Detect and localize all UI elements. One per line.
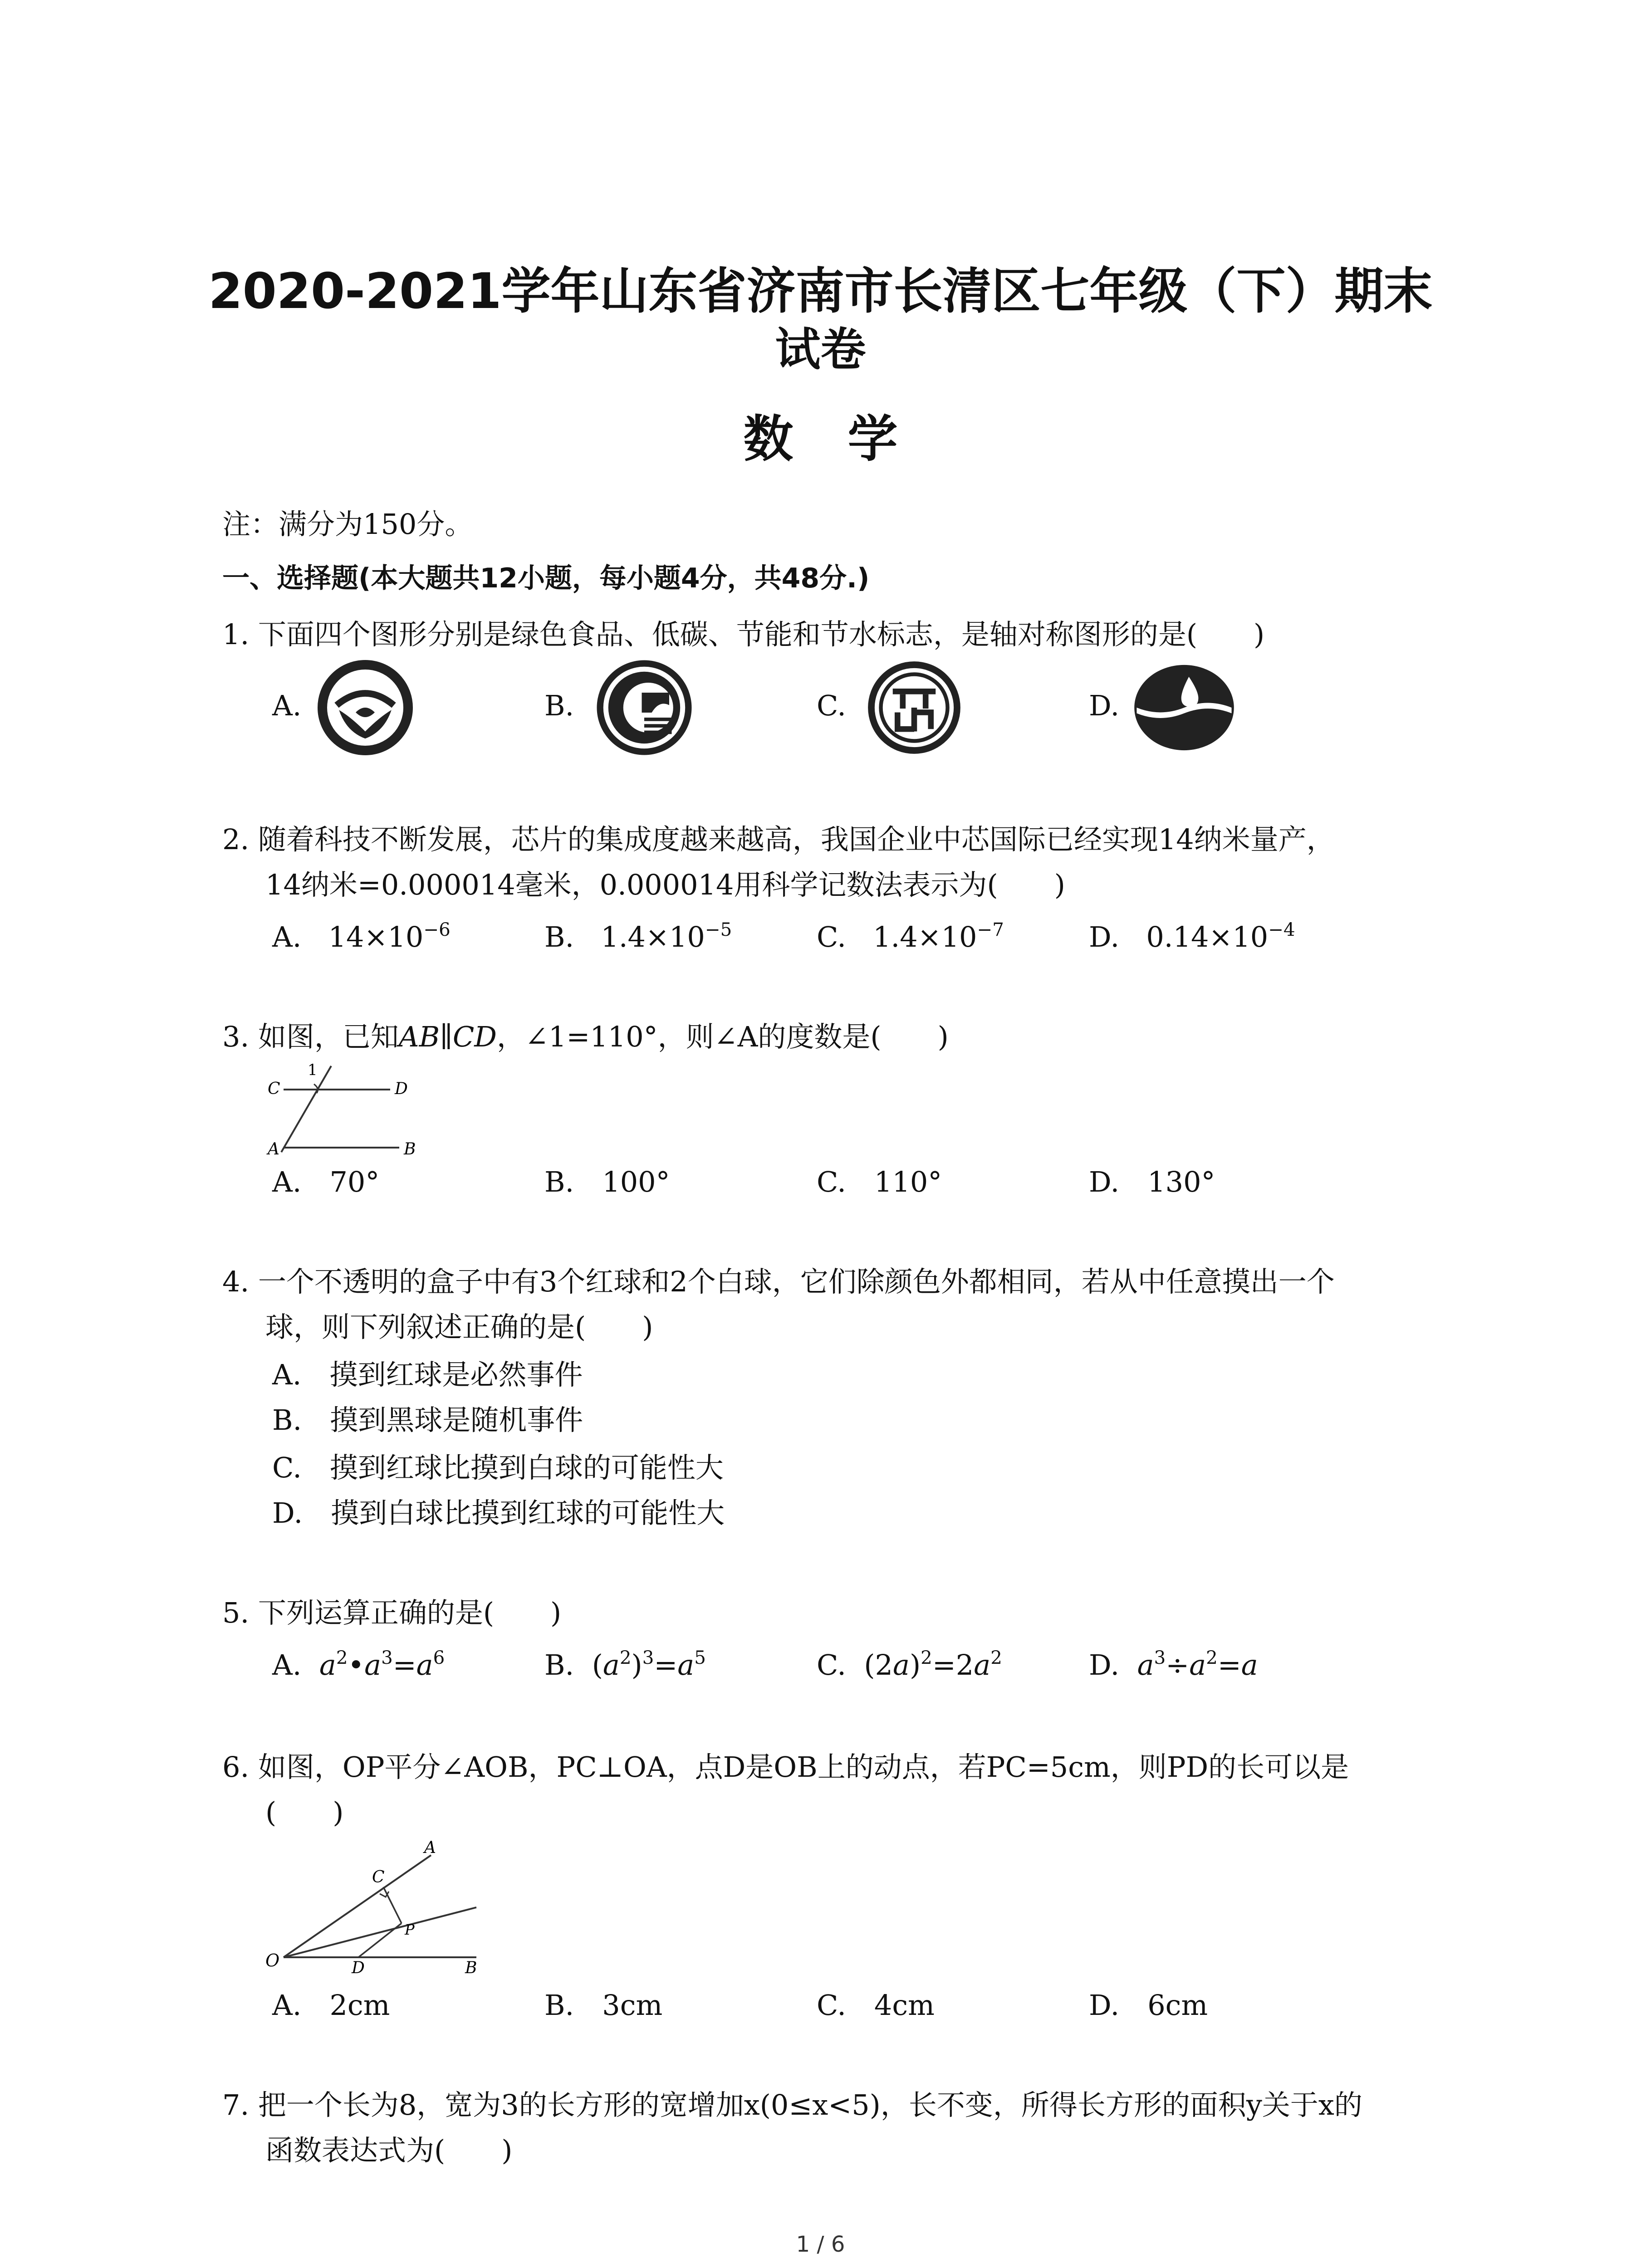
option-exponent: −5 [705,919,732,940]
question-6-stem-line2: ( ) [265,1796,344,1829]
green-food-logo-icon [318,660,413,755]
low-carbon-logo-icon [594,658,694,758]
question-3-option-a: A. 70° [272,1165,380,1198]
option-label: D. [1089,920,1120,953]
option-exponent: −4 [1268,919,1295,940]
option-label: A. [272,920,302,953]
option-base: 0.14×10 [1146,920,1269,953]
figure-label-angle1: 1 [308,1061,318,1079]
figure-label-a: A [268,1140,279,1158]
subject-title: 数学 [743,410,952,468]
stem-math: AB∥CD [398,1020,497,1053]
question-5-stem: 5. 下列运算正确的是( ) [222,1596,562,1629]
page-title-line2: 试卷 [775,323,866,376]
option-label: A. [272,1648,302,1681]
question-1-option-d-label: D. [1089,689,1120,722]
question-3-figure [263,1057,426,1161]
question-5-option-c: C. $(2a)^2=2a^2$ [817,1647,1002,1681]
question-3-option-b: B. 100° [544,1165,670,1198]
score-note: 注：满分为150分。 [222,508,473,541]
question-6-option-d: D. 6cm [1089,1989,1208,2022]
question-4-stem-line2: 球，则下列叙述正确的是( ) [265,1310,653,1344]
question-2-stem-line1: 2. 随着科技不断发展，芯片的集成度越来越高，我国企业中芯国际已经实现14纳米量产， [222,823,1335,856]
question-2-option-a [272,919,451,953]
figure-label-d: D [352,1959,365,1977]
question-5-option-b: B. $(a^2)^3=a^5$ [544,1647,706,1681]
stem-text: ，∠1=110°，则∠A的度数是( ) [497,1020,949,1053]
figure-label-b: B [465,1959,477,1977]
figure-label-c: C [372,1868,385,1887]
question-4-option-a: A. 摸到红球是必然事件 [272,1358,583,1391]
question-3-stem [222,1020,949,1053]
question-6-option-a: A. 2cm [272,1989,390,2022]
option-base: 1.4×10 [873,920,977,953]
question-1-option-b-label: B. [544,689,574,722]
question-3-option-d: D. 130° [1089,1165,1215,1198]
question-4-option-d: D. 摸到白球比摸到红球的可能性大 [272,1496,725,1530]
page-title-line1: 2020-2021学年山东省济南市长清区七年级（下）期末 [208,263,1433,320]
question-2-option-b [544,919,732,953]
option-exponent: −6 [423,919,451,940]
water-saving-logo-icon [1132,660,1236,755]
question-4-stem-line1: 4. 一个不透明的盒子中有3个红球和2个白球，它们除颜色外都相同，若从中任意摸出一个 [222,1265,1335,1298]
question-6-figure [263,1837,499,1982]
question-1-stem: 1. 下面四个图形分别是绿色食品、低碳、节能和节水标志，是轴对称图形的是( ) [222,618,1265,651]
figure-label-d: D [395,1080,408,1098]
section-title: 一、选择题(本大题共12小题，每小题4分，共48分.) [222,562,870,594]
option-label: B. [544,920,574,953]
question-1-option-a-label: A. [272,689,302,722]
question-2-stem-line2: 14纳米=0.000014毫米，0.000014用科学记数法表示为( ) [265,868,1065,901]
question-3-option-c: C. 110° [817,1165,942,1198]
question-4-option-b: B. 摸到黑球是随机事件 [272,1403,583,1437]
question-7-stem-line2: 函数表达式为( ) [265,2134,513,2167]
figure-label-a: A [424,1838,436,1857]
figure-label-c: C [268,1080,280,1098]
option-label: D. [1089,1648,1120,1681]
option-base: 1.4×10 [601,920,705,953]
question-2-option-c [817,919,1004,953]
question-7-stem-line1: 7. 把一个长为8，宽为3的长方形的宽增加x(0≤x<5)，长不变，所得长方形的面积y关于x的 [222,2088,1362,2121]
figure-label-b: B [404,1140,416,1158]
option-label: B. [544,1648,574,1681]
energy-saving-logo-icon [867,660,962,755]
question-2-option-d [1089,919,1295,953]
question-1-option-c-label: C. [817,689,846,722]
page-number: 1 / 6 [796,2232,845,2257]
question-4-option-c: C. 摸到红球比摸到白球的可能性大 [272,1451,724,1484]
question-5-option-a: A. $a^2•a^3=a^6$ [272,1647,445,1681]
question-6-option-c: C. 4cm [817,1989,935,2022]
option-exponent: −7 [977,919,1004,940]
option-label: C. [817,1648,846,1681]
question-6-stem-line1: 6. 如图，OP平分∠AOB，PC⊥OA，点D是OB上的动点，若PC=5cm，则PD的长可以是 [222,1750,1349,1784]
option-base: 14×10 [328,920,424,953]
figure-label-o: O [265,1950,280,1970]
option-label: C. [817,920,846,953]
question-5-option-d: D. $a^3\div a^2=a$ [1089,1647,1258,1681]
stem-text: 3. 如图，已知 [222,1020,399,1053]
figure-label-p: P [405,1921,415,1938]
question-6-option-b: B. 3cm [544,1989,663,2022]
